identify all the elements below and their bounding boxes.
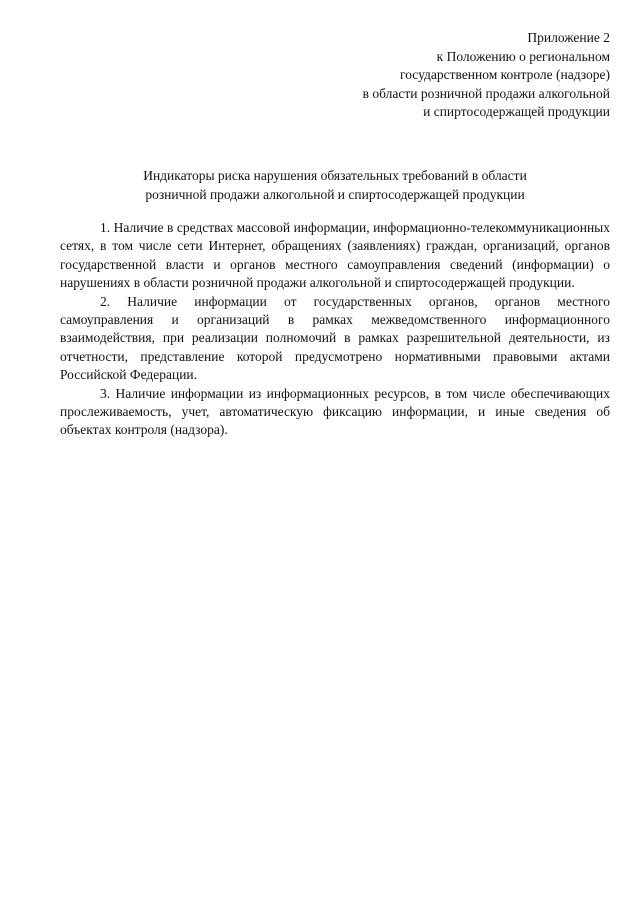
title-line: Индикаторы риска нарушения обязательных требований в области — [143, 168, 527, 183]
appendix-line: и спиртосодержащей продукции — [423, 104, 610, 119]
paragraph-2: 2. Наличие информации от государственных органов, органов местного самоуправления и организаций в рамках межведомственного информационного взаимодействия, при реализации полномочий в рамках разрешительной деятельности, из отчетности, представление которой предусмотрено нормативными правовыми актами Российской Федерации. — [60, 293, 610, 383]
appendix-reference — [290, 29, 610, 122]
paragraph-3: 3. Наличие информации из информационных ресурсов, в том числе обеспечивающих прослеживаемость, учет, автоматическую фиксацию информации, и иные сведения об объектах контроля (надзора). — [60, 385, 610, 438]
appendix-line: государственном контроле (надзоре) — [400, 67, 610, 82]
appendix-line: в области розничной продажи алкогольной — [362, 85, 610, 101]
document-title — [60, 167, 610, 204]
document-body — [60, 219, 610, 440]
paragraph-1: 1. Наличие в средствах массовой информации, информационно-телекоммуникационных сетях, в том числе сети Интернет, обращениях (заявлениях) граждан, организаций, органов государственной власти и органов местного самоуправления сведений (информации) о нарушениях в области розничной продажи алкогольной и спиртосодержащей продукции. — [60, 220, 610, 291]
title-line: розничной продажи алкогольной и спиртосодержащей продукции — [145, 186, 525, 202]
appendix-line: к Положению о региональном — [436, 48, 610, 64]
appendix-line: Приложение 2 — [527, 30, 610, 45]
